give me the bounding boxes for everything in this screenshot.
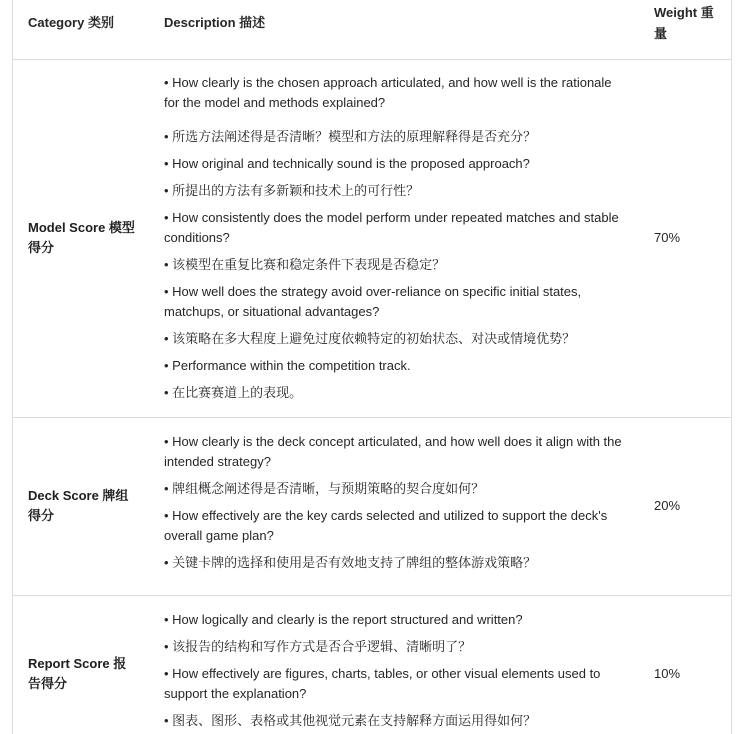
row-divider (12, 417, 732, 418)
list-item: • How clearly is the deck concept articulated, and how well does it align with the intended strategy? (164, 434, 622, 469)
weight-report-score: 10% (654, 666, 681, 681)
list-item: • 所提出的方法有多新颖和技术上的可行性？ (164, 183, 420, 198)
header-divider (12, 59, 732, 60)
header-weight: Weight 重量 (654, 5, 714, 41)
weight-model-score: 70% (654, 230, 681, 245)
row-divider (12, 595, 732, 596)
list-item: • How logically and clearly is the report structured and written? (164, 612, 523, 627)
description-deck-score (164, 432, 626, 573)
list-item: • 该模型在重复比赛和稳定条件下表现是否稳定？ (164, 257, 446, 272)
category-report-score: Report Score 报告得分 (28, 656, 127, 691)
list-item: • How effectively are the key cards selected and utilized to support the deck's overall game plan? (164, 508, 608, 543)
list-item: • How well does the strategy avoid over-reliance on specific initial states, matchups, or situational advantages? (164, 284, 582, 319)
list-item: • 该策略在多大程度上避免过度依赖特定的初始状态、对决或情境优势？ (164, 331, 576, 346)
list-item: • 牌组概念阐述得是否清晰，与预期策略的契合度如何？ (164, 481, 485, 496)
list-item: • Performance within the competition track. (164, 358, 411, 373)
list-item: • 图表、图形、表格或其他视觉元素在支持解释方面运用得如何？ (164, 713, 537, 728)
list-item: • How consistently does the model perform under repeated matches and stable conditions? (164, 210, 619, 245)
list-item: • 该报告的结构和写作方式是否合乎逻辑、清晰明了？ (164, 639, 472, 654)
description-report-score (164, 610, 626, 731)
header-description: Description 描述 (164, 15, 266, 30)
list-item: • How original and technically sound is the proposed approach? (164, 156, 530, 171)
description-model-score (164, 73, 626, 403)
list-item: • 所选方法阐述得是否清晰？模型和方法的原理解释得是否充分？ (164, 129, 537, 144)
list-item: • How effectively are figures, charts, tables, or other visual elements used to support the explanation? (164, 666, 601, 701)
header-category: Category 类别 (28, 15, 114, 30)
category-deck-score: Deck Score 牌组得分 (28, 488, 129, 523)
list-item: • 关键卡牌的选择和使用是否有效地支持了牌组的整体游戏策略？ (164, 555, 537, 570)
weight-deck-score: 20% (654, 498, 681, 513)
category-model-score: Model Score 模型得分 (28, 220, 135, 255)
list-item: • 在比赛赛道上的表现。 (164, 385, 303, 400)
list-item: • How clearly is the chosen approach articulated, and how well is the rationale for the model and methods explained? (164, 75, 612, 110)
